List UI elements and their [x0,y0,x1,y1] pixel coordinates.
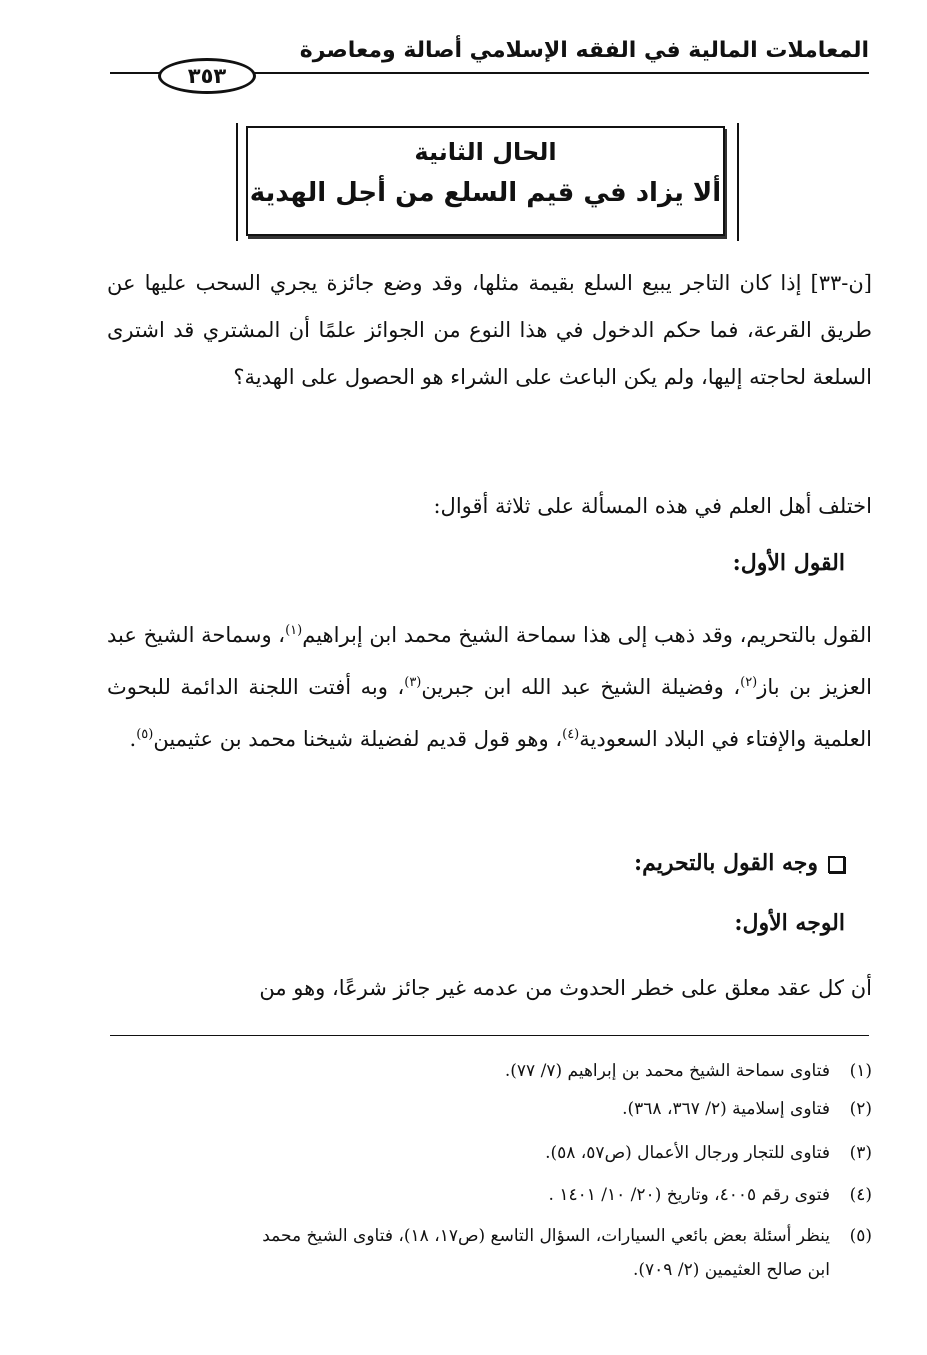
checkbox-icon [828,856,845,873]
footnote-rule [110,1035,869,1036]
heading-first-reason: الوجه الأول: [734,910,845,936]
section-subtitle: ألا يزاد في قيم السلع من أجل الهدية [249,178,722,208]
paragraph-first-reason: أن كل عقد معلق على خطر الحدوث من عدمه غير جائز شرعًا، وهو من [259,976,872,1000]
running-title: المعاملات المالية في الفقه الإسلامي أصالة ومعاصرة [299,38,869,63]
footnote-4: (٤)فتوى رقم ٤٠٠٥، وتاريخ (٢٠/ ١٠/ ١٤٠١ . [548,1185,872,1205]
footnote-ref-2[interactable]: (٢) [740,675,758,690]
heading-first-opinion: القول الأول: [732,550,845,576]
footnote-ref-5[interactable]: (٥) [136,727,154,742]
footnote-1: (١)فتاوى سماحة الشيخ محمد بن إبراهيم (٧/ ٧٧). [504,1061,872,1081]
footnote-3: (٣)فتاوى للتجار ورجال الأعمال (ص٥٧، ٥٨). [545,1143,872,1163]
paragraph-intro: اختلف أهل العلم في هذه المسألة على ثلاثة أقوال: [433,494,872,518]
section-title: الحال الثانية [414,138,557,166]
footnote-ref-1[interactable]: (١) [285,623,303,638]
page-number: ٣٥٣ [158,58,256,94]
heading-prohibition-reason: وجه القول بالتحريم: [634,850,845,876]
footnote-ref-3[interactable]: (٣) [404,675,422,690]
footnote-5: (٥)ينظر أسئلة بعض بائعي السيارات، السؤال التاسع (ص١٧، ١٨)، فتاوى الشيخ محمد ابن صالح العثيمين (٢/ ٧٠٩). [262,1226,872,1280]
footnote-2: (٢)فتاوى إسلامية (٢/ ٣٦٧، ٣٦٨). [622,1099,872,1119]
paragraph-question: [ن-٣٣] إذا كان التاجر يبيع السلع بقيمة مثلها، وقد وضع جائزة يجري السحب عليها عن طريق القرعة، فما حكم الدخول في هذا النوع من الجوائز علمًا أن المشتري قد اشترى السلعة لحاجته إليها، ولم يكن الباعث على الشراء هو الحصول على الهدية؟ [107,271,872,389]
paragraph-first-opinion: القول بالتحريم، وقد ذهب إلى هذا سماحة الشيخ محمد ابن إبراهيم$^{(١)}$، وسماحة الشيخ عبد العزيز بن باز$^{(٢)}$، وفضيلة الشيخ عبد الله ابن جبرين$^{(٣)}$، وبه أفتت اللجنة الدائمة للبحوث العلمية والإفتاء في البلاد السعودية$^{(٤)}$، وهو قول قديم لفضيلة شيخنا محمد بن عثيمين$^{(٥)}$. [107,623,872,751]
title-box [246,126,725,236]
footnote-ref-4[interactable]: (٤) [562,727,580,742]
